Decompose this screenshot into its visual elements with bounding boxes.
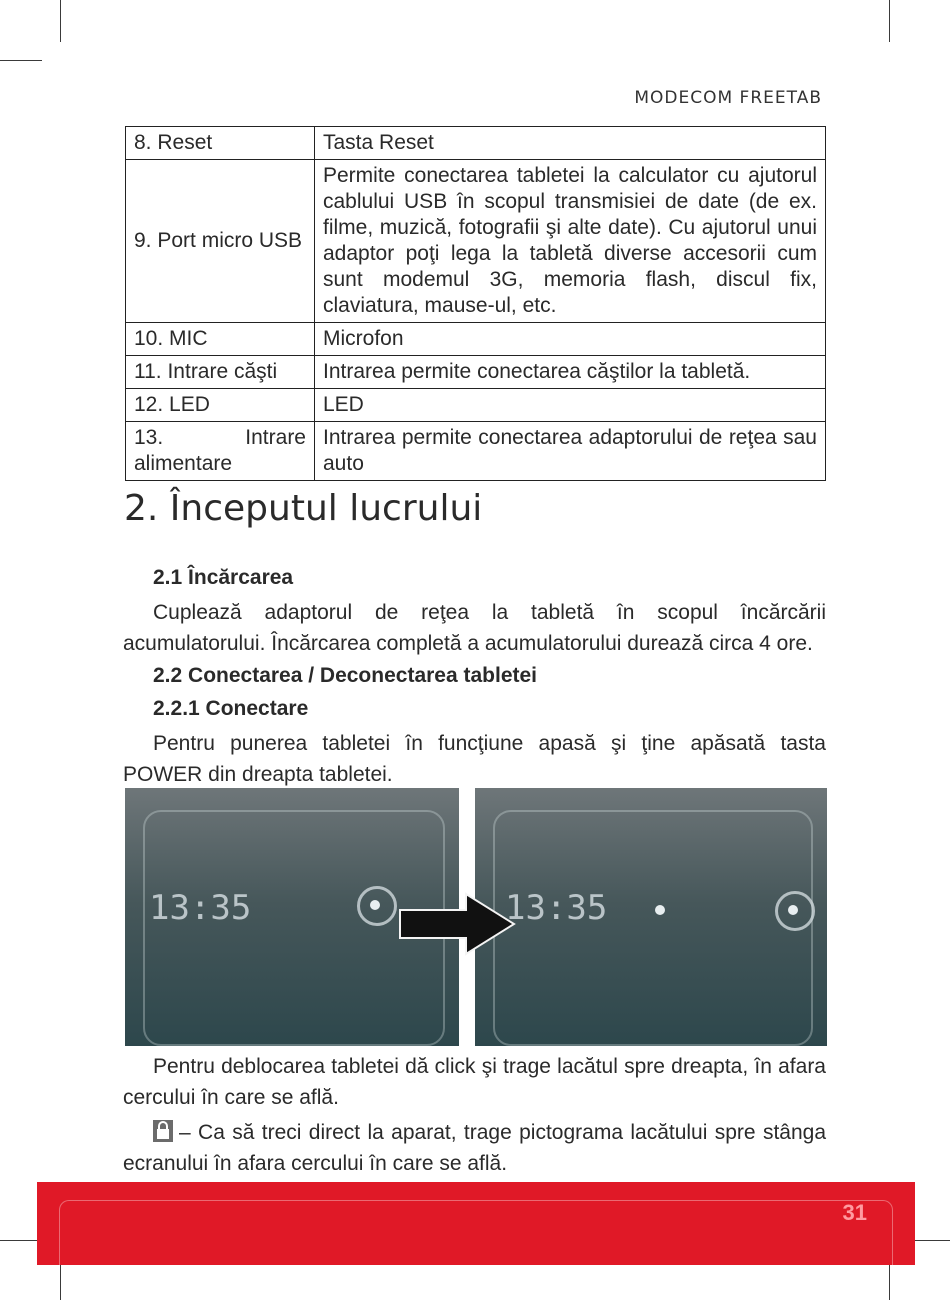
lock-handle-icon xyxy=(370,900,380,910)
table-row xyxy=(126,422,826,481)
clock-text: 13:35 xyxy=(505,888,608,928)
table-row xyxy=(126,356,826,389)
paragraph-text: Cuplează adaptorul de reţea la tabletă în scopul încărcării acumulatorului. Încărcarea completă a acumulatorului durează circa 4 ore. xyxy=(123,601,826,655)
tablet-frame xyxy=(493,810,813,1046)
paragraph-text: Pentru deblocarea tabletei dă click şi trage lacătul spre dreapta, în afara cercului în care se află. xyxy=(123,1055,826,1109)
table-cell: 12. LED xyxy=(126,389,315,422)
table-row xyxy=(126,127,826,160)
paragraph xyxy=(123,597,826,659)
paragraph-text: – Ca să treci direct la aparat, trage pictograma lacătului spre stânga ecranului în afara cercului în care se află. xyxy=(123,1121,826,1175)
paragraph xyxy=(123,728,826,790)
section-title: 2. Începutul lucrului xyxy=(124,488,483,529)
spec-table xyxy=(125,126,826,481)
crop-mark xyxy=(0,1240,42,1241)
table-row xyxy=(126,323,826,356)
subheading: 2.2 Conectarea / Deconectarea tabletei xyxy=(153,664,538,687)
table-row xyxy=(126,389,826,422)
footer-bar xyxy=(37,1182,915,1265)
table-cell: 9. Port micro USB xyxy=(126,160,315,323)
lock-icon xyxy=(153,1120,173,1142)
lock-handle-icon xyxy=(788,905,798,915)
table-row xyxy=(126,160,826,323)
table-cell: Microfon xyxy=(315,323,826,356)
crop-mark xyxy=(0,60,42,61)
arrow-right-icon xyxy=(398,892,518,956)
table-cell: Tasta Reset xyxy=(315,127,826,160)
table-cell: 8. Reset xyxy=(126,127,315,160)
crop-mark xyxy=(60,0,61,42)
table-cell: 11. Intrare căşti xyxy=(126,356,315,389)
table-cell: 13. Intrare alimentare xyxy=(126,422,315,481)
table-cell: LED xyxy=(315,389,826,422)
subheading: 2.2.1 Conectare xyxy=(153,697,309,720)
clock-text: 13:35 xyxy=(149,888,252,928)
paragraph xyxy=(123,1117,826,1179)
crop-mark xyxy=(889,0,890,42)
footer-frame xyxy=(59,1200,893,1265)
table-cell: Permite conectarea tabletei la calculator cu ajutorul cablului USB în scopul transmisiei de date (de ex. filme, muzică, fotografii şi alte date). Cu ajutorul unui adaptor poţi lega la tabletă diverse accesorii cum sunt modemul 3G, memoria flash, discul fix, claviatura, mause-ul, etc. xyxy=(315,160,826,323)
paragraph xyxy=(123,1051,826,1113)
paragraph-text: Pentru punerea tabletei în funcţiune apasă şi ţine apăsată tasta POWER din dreapta tabletei. xyxy=(123,732,826,786)
table-cell: Intrarea permite conectarea căştilor la tabletă. xyxy=(315,356,826,389)
table-cell: Intrarea permite conectarea adaptorului de reţea sau auto xyxy=(315,422,826,481)
lockscreen-screenshot-right xyxy=(475,788,827,1046)
ring-origin-icon xyxy=(655,905,665,915)
header-brand: MODECOM FREETAB xyxy=(634,88,822,108)
table-cell: 10. MIC xyxy=(126,323,315,356)
subheading: 2.1 Încărcarea xyxy=(153,566,294,589)
page-number: 31 xyxy=(842,1200,867,1225)
